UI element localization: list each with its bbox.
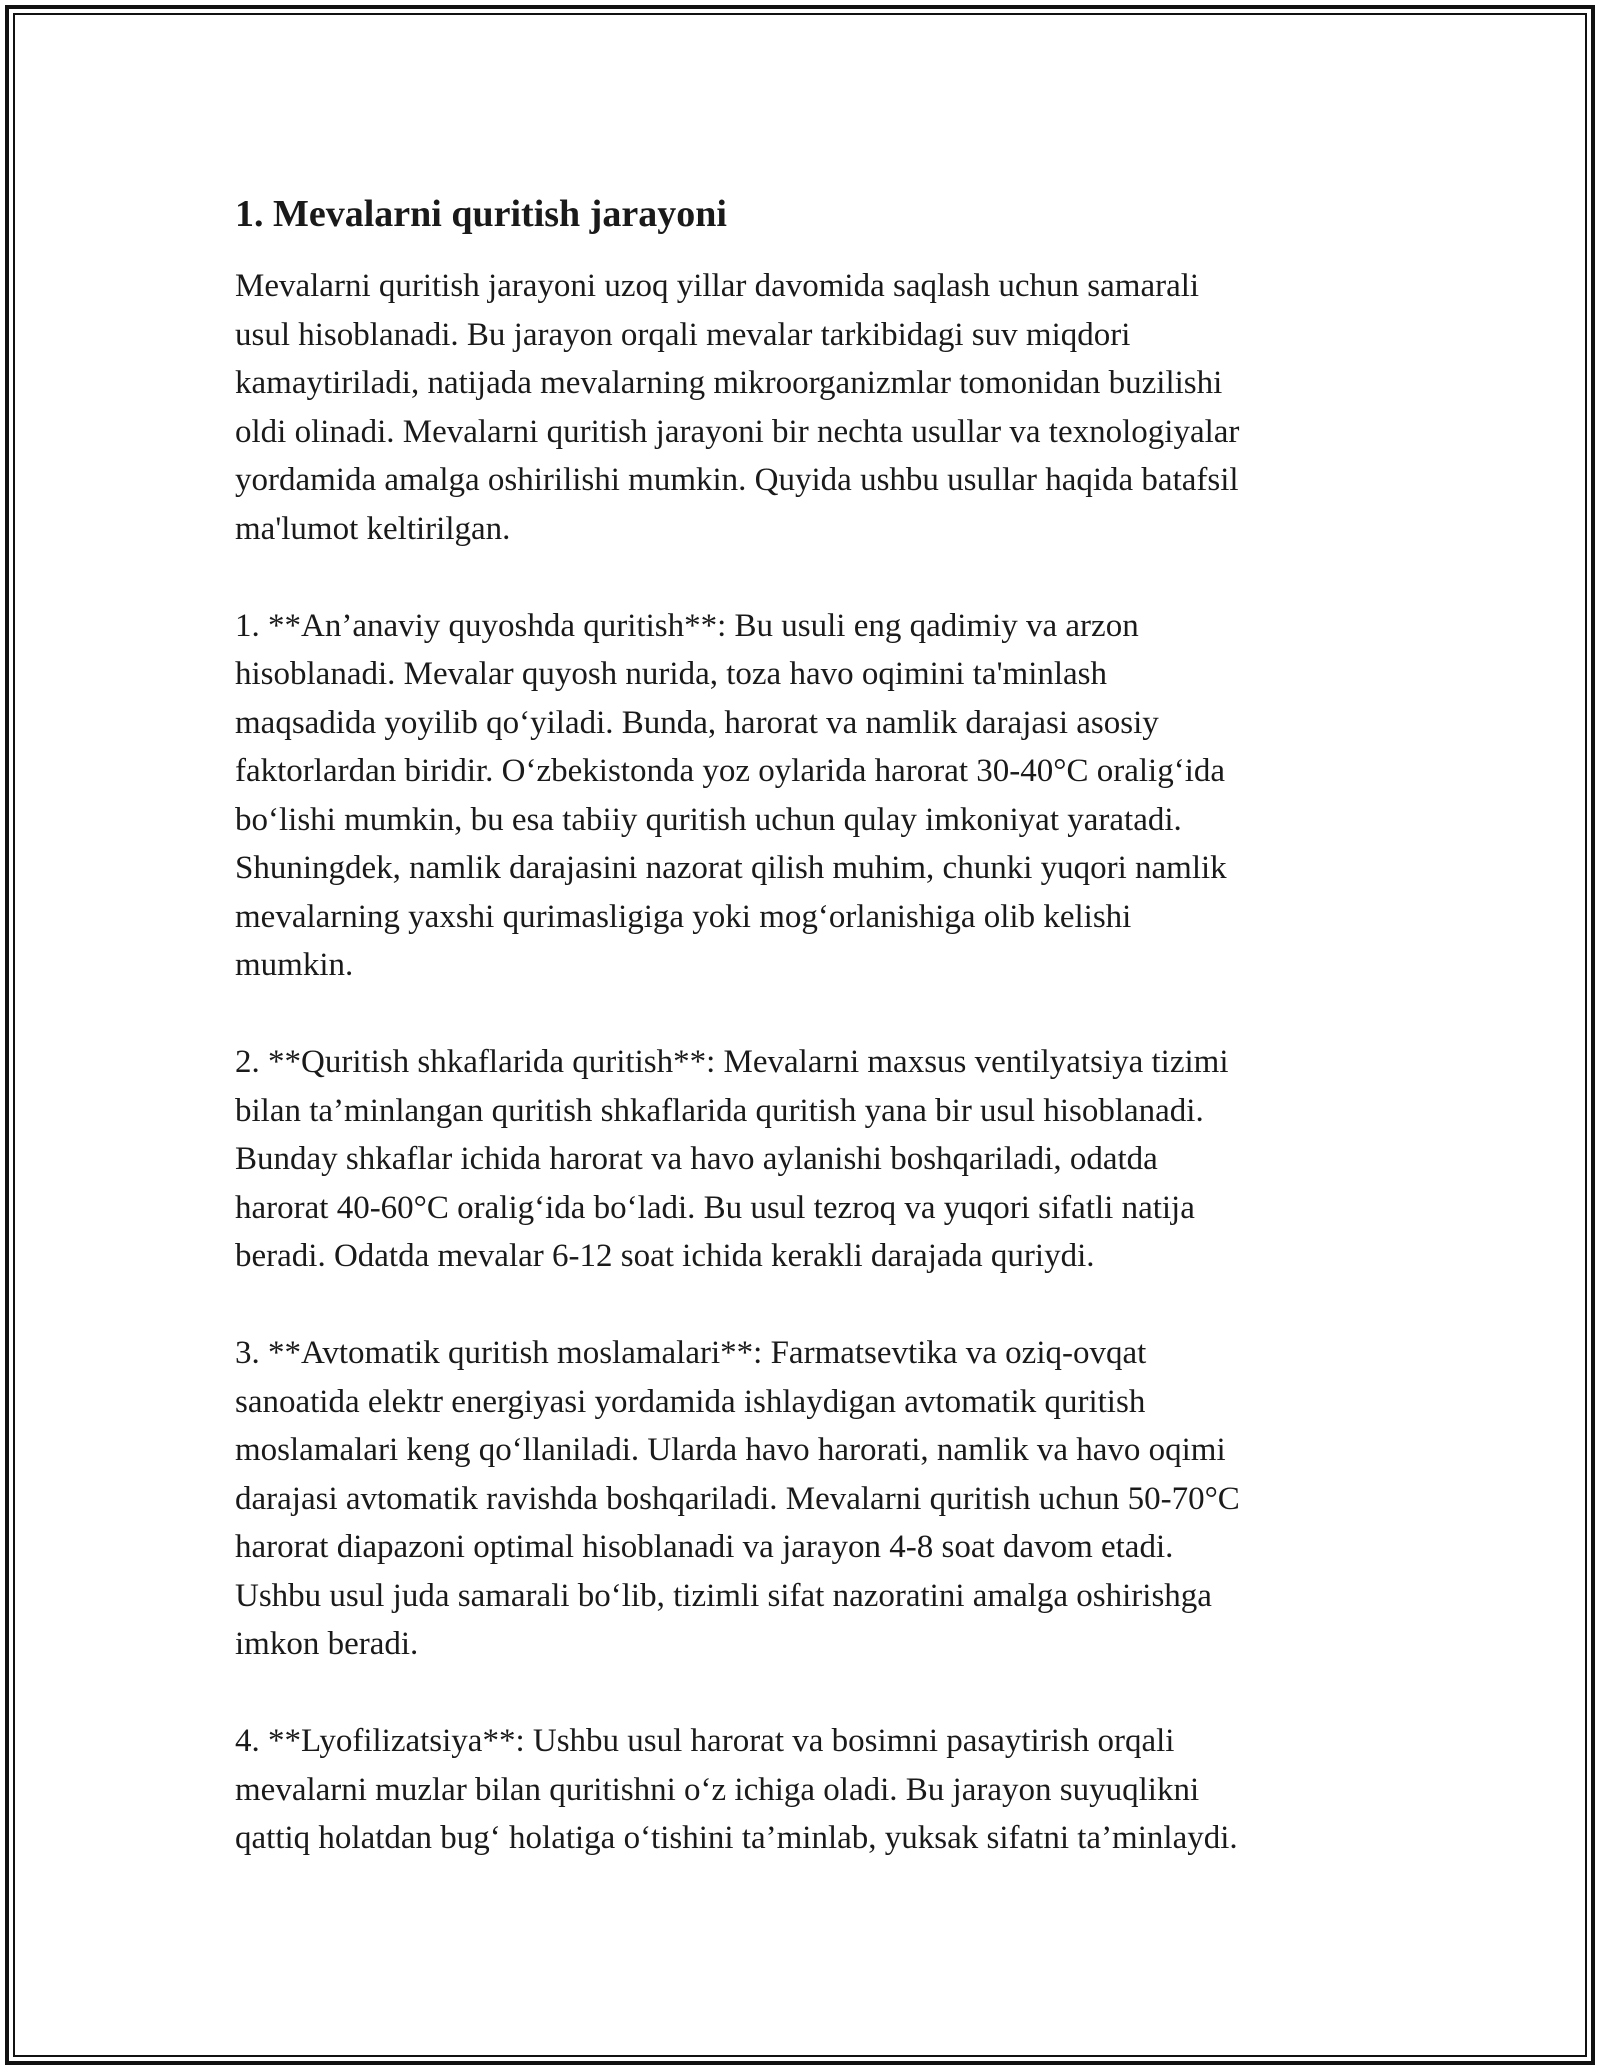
text-line: sanoatida elektr energiyasi yordamida ishlaydigan avtomatik quritish: [235, 1383, 1146, 1420]
text-line: Ushbu usul juda samarali bo‘lib, tizimli sifat nazoratini amalga oshirishga: [235, 1577, 1212, 1614]
text-line: 2. **Quritish shkaflarida quritish**: Mevalarni maxsus ventilyatsiya tizimi: [235, 1044, 1229, 1080]
text-line: faktorlardan biridir. O‘zbekistonda yoz oylarida harorat 30-40°C oralig‘ida: [235, 753, 1226, 789]
text-line: harorat 40-60°C oralig‘ida bo‘ladi. Bu usul tezroq va yuqori sifatli natija: [235, 1189, 1195, 1226]
text-line: 3. **Avtomatik quritish moslamalari**: Farmatsevtika va oziq-ovqat: [235, 1335, 1147, 1371]
text-line: beradi. Odatda mevalar 6-12 soat ichida kerakli darajada quriydi.: [235, 1238, 1095, 1274]
method-item-2: [235, 1038, 1365, 1281]
text-line: oldi olinadi. Mevalarni quritish jarayoni bir nechta usullar va texnologiyalar: [235, 413, 1240, 450]
text-line: Shuningdek, namlik darajasini nazorat qilish muhim, chunki yuqori namlik: [235, 850, 1227, 886]
text-line: imkon beradi.: [235, 1626, 419, 1662]
text-line: harorat diapazoni optimal hisoblanadi va jarayon 4-8 soat davom etadi.: [235, 1529, 1174, 1565]
text-line: mevalarning yaxshi qurimasligiga yoki mog‘orlanishiga olib kelishi: [235, 898, 1132, 935]
text-line: mevalarni muzlar bilan quritishni o‘z ichiga oladi. Bu jarayon suyuqlikni: [235, 1771, 1200, 1808]
text-line: Bunday shkaflar ichida harorat va havo aylanishi boshqariladi, odatda: [235, 1141, 1158, 1177]
text-line: maqsadida yoyilib qo‘yiladi. Bunda, harorat va namlik darajasi asosiy: [235, 704, 1159, 741]
text-line: mumkin.: [235, 947, 354, 983]
document-body: [235, 186, 1365, 1911]
intro-paragraph: [235, 262, 1365, 553]
method-item-4: [235, 1717, 1365, 1863]
text-line: Mevalarni quritish jarayoni uzoq yillar davomida saqlash uchun samarali: [235, 268, 1200, 304]
text-line: moslamalari keng qo‘llaniladi. Ularda havo harorati, namlik va havo oqimi: [235, 1432, 1226, 1468]
text-line: bilan ta’minlangan quritish shkaflarida quritish yana bir usul hisoblanadi.: [235, 1092, 1204, 1129]
text-line: darajasi avtomatik ravishda boshqariladi. Mevalarni quritish uchun 50-70°C: [235, 1480, 1240, 1517]
document-title: 1. Mevalarni quritish jarayoni: [235, 193, 727, 235]
text-line: 1. **An’anaviy quyoshda quritish**: Bu usuli eng qadimiy va arzon: [235, 607, 1139, 644]
method-item-3: [235, 1329, 1365, 1669]
text-line: yordamida amalga oshirilishi mumkin. Quyida ushbu usullar haqida batafsil: [235, 462, 1239, 498]
text-line: bo‘lishi mumkin, bu esa tabiiy quritish uchun qulay imkoniyat yaratadi.: [235, 801, 1182, 838]
text-line: hisoblanadi. Mevalar quyosh nurida, toza havo oqimini ta'minlash: [235, 656, 1108, 692]
text-line: kamaytiriladi, natijada mevalarning mikroorganizmlar tomonidan buzilishi: [235, 365, 1223, 401]
text-line: ma'lumot keltirilgan.: [235, 510, 511, 547]
text-line: usul hisoblanadi. Bu jarayon orqali mevalar tarkibidagi suv miqdori: [235, 316, 1131, 353]
text-line: 4. **Lyofilizatsiya**: Ushbu usul harorat va bosimni pasaytirish orqali: [235, 1723, 1175, 1759]
method-item-1: [235, 602, 1365, 990]
text-line: qattiq holatdan bug‘ holatiga o‘tishini ta’minlab, yuksak sifatni ta’minlaydi.: [235, 1820, 1238, 1856]
